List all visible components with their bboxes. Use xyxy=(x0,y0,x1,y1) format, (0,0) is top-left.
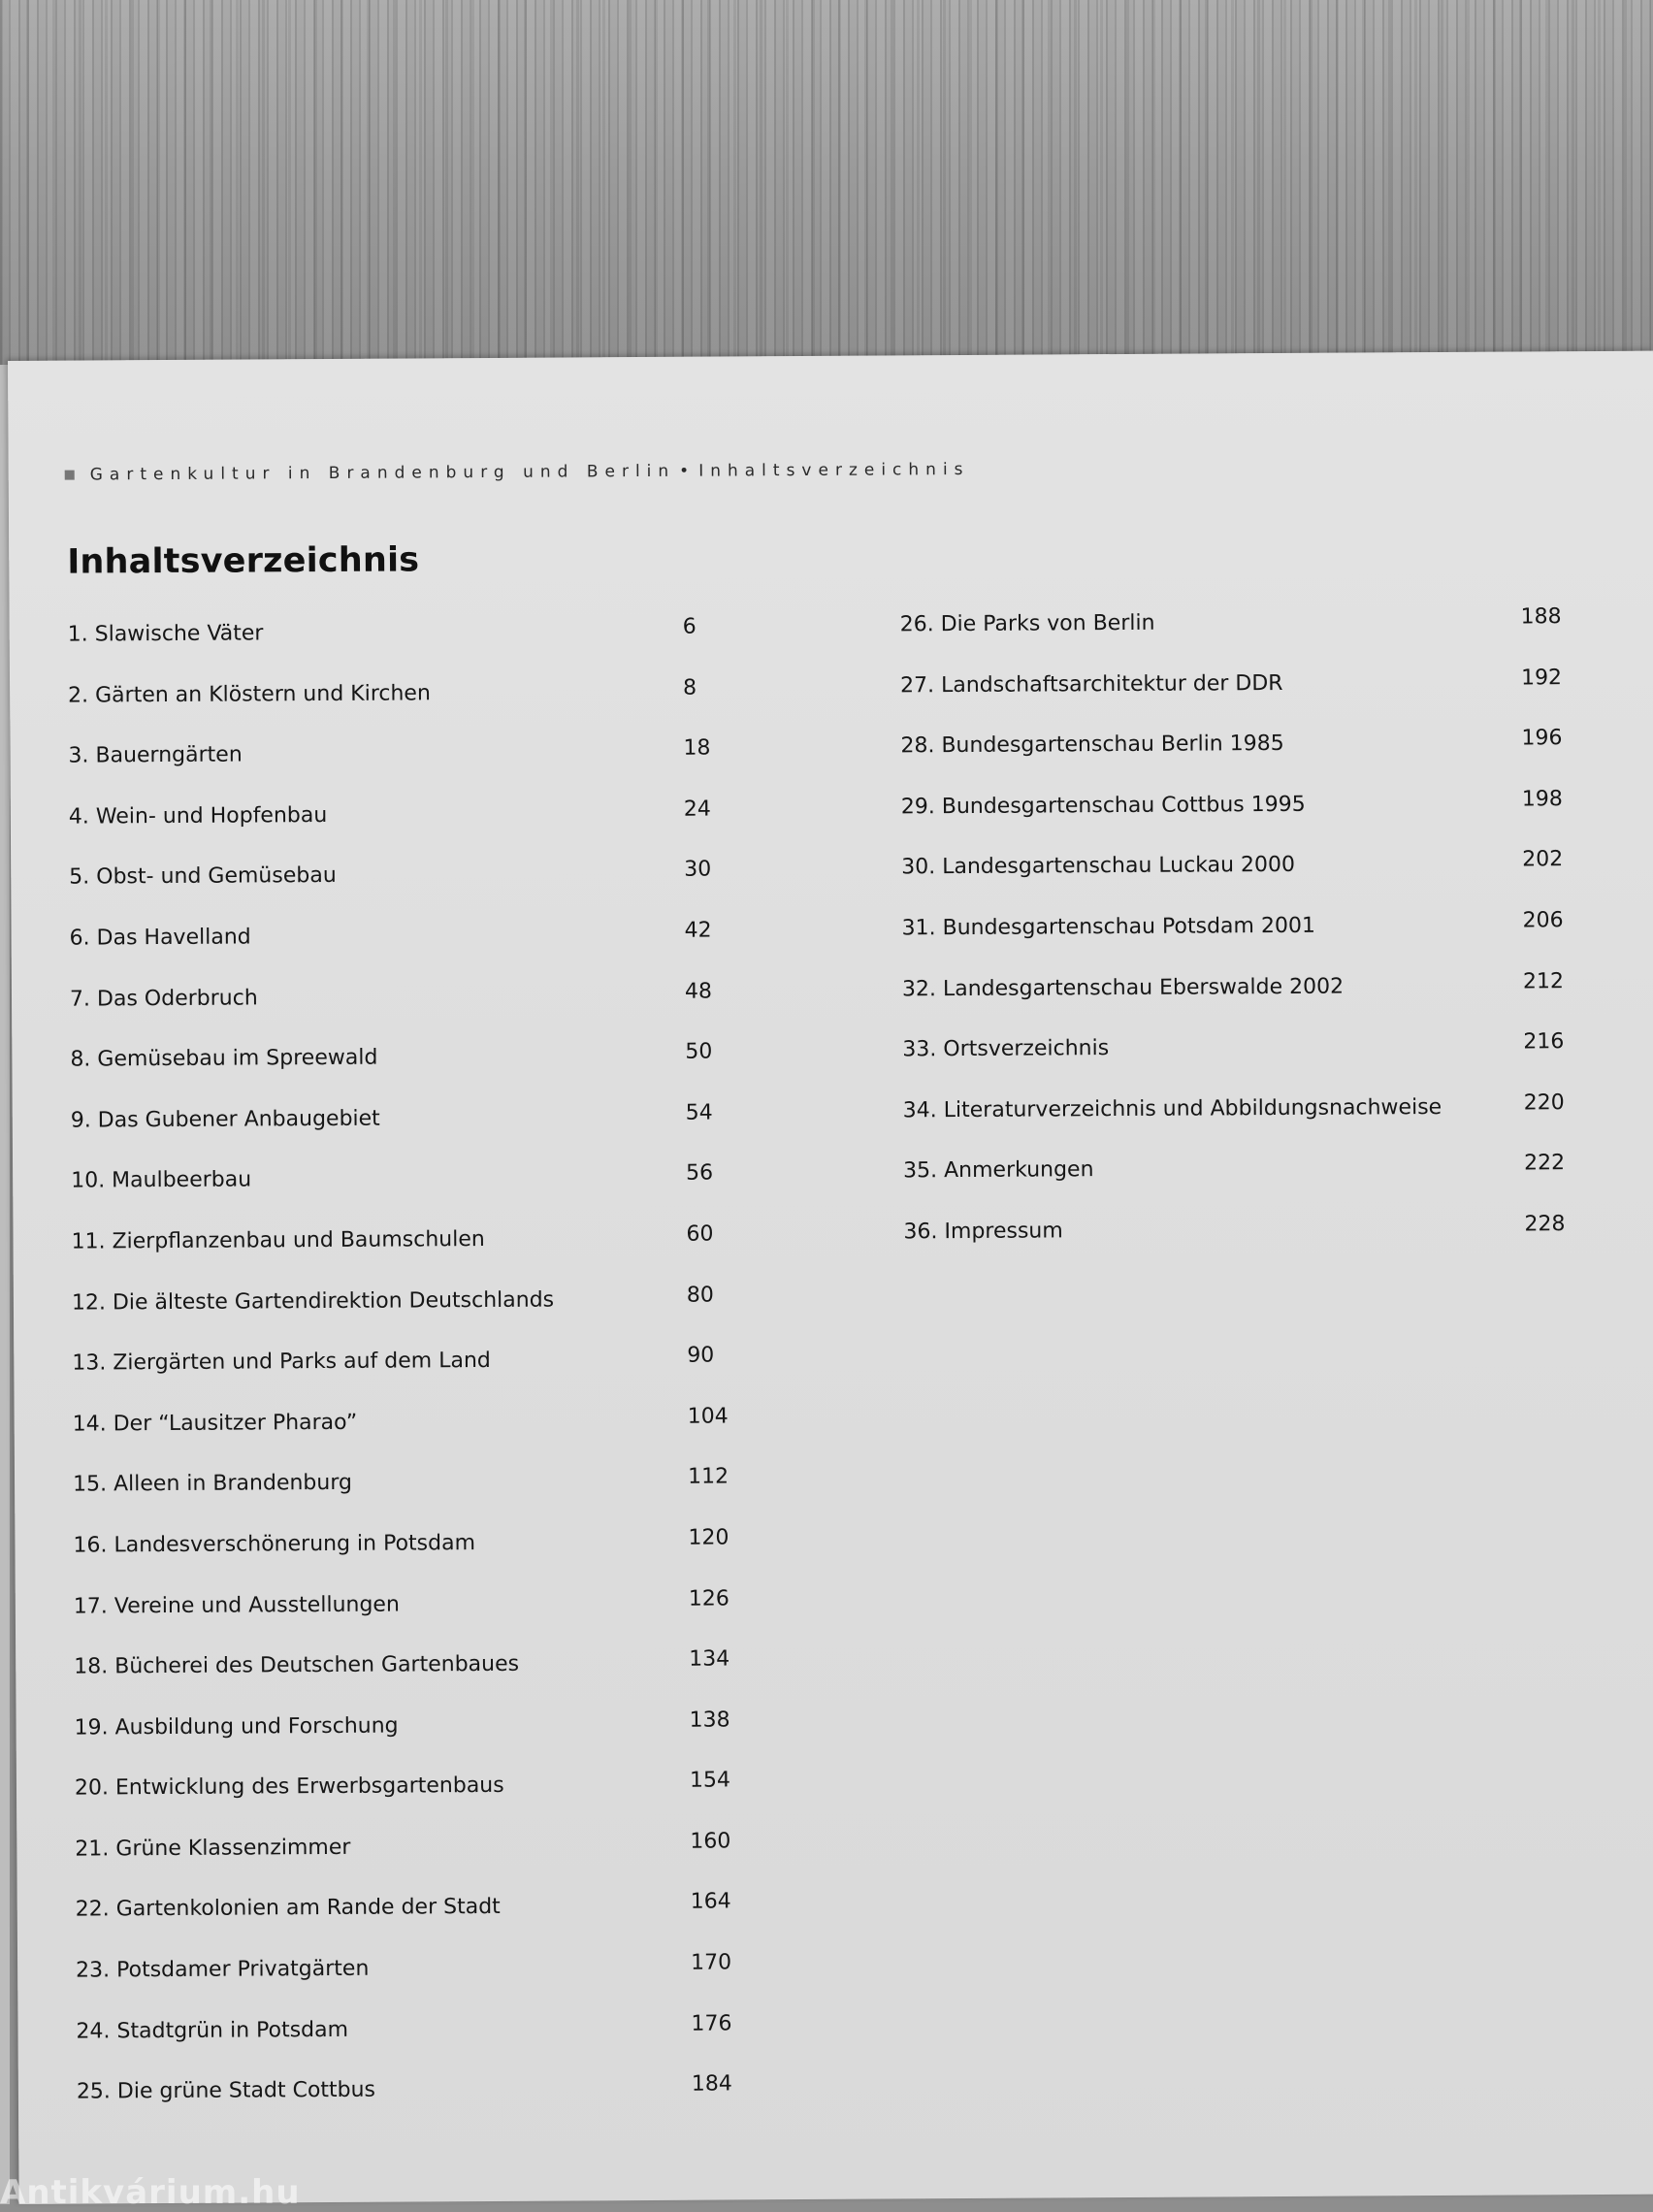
toc-entry-title: 32. Landesgartenschau Eberswalde 2002 xyxy=(901,974,1345,1001)
toc-entry-page-number: 154 xyxy=(689,1768,731,1794)
toc-entry-title: 9. Das Gubener Anbaugebiet xyxy=(70,1106,380,1133)
toc-entry-title: 17. Vereine und Ausstellungen xyxy=(73,1592,400,1619)
toc-entry xyxy=(76,2071,746,2141)
toc-entry-page-number: 120 xyxy=(688,1525,729,1550)
toc-entry xyxy=(73,1585,743,1655)
toc-entry-title: 26. Die Parks von Berlin xyxy=(899,610,1155,637)
toc-entry xyxy=(75,1829,744,1898)
toc-entry xyxy=(74,1708,744,1776)
toc-entry xyxy=(74,1646,743,1715)
toc-entry xyxy=(68,735,737,805)
toc-entry-page-number: 42 xyxy=(684,918,712,943)
toc-entry xyxy=(902,1029,1572,1098)
toc-entry-page-number: 176 xyxy=(691,2011,732,2036)
toc-entry-page-number: 18 xyxy=(683,735,711,761)
toc-entry-page-number: 206 xyxy=(1522,908,1564,933)
toc-entry xyxy=(901,908,1572,977)
toc-entry-title: 22. Gartenkolonien am Rande der Stadt xyxy=(75,1895,501,1923)
toc-entry xyxy=(899,665,1570,734)
toc-entry-page-number: 80 xyxy=(686,1283,714,1308)
toc-entry-title: 7. Das Oderbruch xyxy=(69,986,258,1012)
toc-entry xyxy=(70,1100,740,1169)
toc-entry-page-number: 126 xyxy=(688,1585,729,1611)
toc-entry-page-number: 228 xyxy=(1524,1212,1566,1237)
toc-entry-title: 25. Die grüne Stadt Cottbus xyxy=(76,2077,376,2104)
toc-entry xyxy=(75,1889,745,1959)
toc-entry-page-number: 50 xyxy=(685,1039,713,1064)
toc-entry xyxy=(71,1221,740,1290)
toc-entry xyxy=(903,1151,1572,1220)
running-header-book-title: Gartenkultur in Brandenburg und Berlin xyxy=(89,461,676,485)
book-page xyxy=(8,351,1653,2204)
toc-entry-title: 18. Bücherei des Deutschen Gartenbaues xyxy=(74,1651,520,1679)
toc-entry-title: 29. Bundesgartenschau Cottbus 1995 xyxy=(900,792,1306,820)
toc-entry-title: 34. Literaturverzeichnis und Abbildungsnachweise xyxy=(902,1094,1442,1123)
toc-entry xyxy=(73,1525,742,1594)
toc-entry-page-number: 220 xyxy=(1523,1090,1565,1116)
toc-entry-page-number: 170 xyxy=(691,1950,732,1975)
toc-entry xyxy=(73,1464,742,1534)
toc-entry xyxy=(68,797,738,865)
toc-entry-page-number: 56 xyxy=(686,1160,714,1187)
toc-entry-title: 6. Das Havelland xyxy=(69,925,251,951)
wood-background xyxy=(0,0,1653,388)
toc-entry-page-number: 134 xyxy=(689,1646,730,1672)
toc-entry-title: 21. Grüne Klassenzimmer xyxy=(75,1835,351,1862)
toc-entry xyxy=(71,1160,740,1230)
toc-entry xyxy=(76,2011,745,2080)
toc-entry-page-number: 6 xyxy=(682,614,697,639)
toc-entry-page-number: 60 xyxy=(686,1221,714,1247)
toc-entry-title: 13. Ziergärten und Parks auf dem Land xyxy=(72,1349,491,1376)
toc-entry-title: 27. Landschaftsarchitektur der DDR xyxy=(899,670,1283,698)
toc-entry xyxy=(67,614,737,683)
toc-entry-page-number: 54 xyxy=(685,1100,713,1125)
toc-entry xyxy=(71,1283,741,1351)
toc-entry xyxy=(900,786,1571,856)
toc-entry xyxy=(76,1950,745,2019)
toc-entry-page-number: 8 xyxy=(682,675,697,700)
toc-entry xyxy=(901,847,1571,917)
toc-entry-page-number: 202 xyxy=(1522,847,1564,872)
toc-entry-page-number: 90 xyxy=(687,1343,715,1368)
toc-entry-page-number: 48 xyxy=(684,979,713,1004)
toc-entry xyxy=(69,979,739,1048)
toc-entry-title: 16. Landesverschönerung in Potsdam xyxy=(73,1530,476,1558)
toc-entry-title: 5. Obst- und Gemüsebau xyxy=(69,863,337,890)
toc-entry-page-number: 112 xyxy=(687,1464,729,1490)
toc-entry xyxy=(900,726,1570,795)
toc-entry-title: 15. Alleen in Brandenburg xyxy=(73,1471,353,1497)
toc-entry-page-number: 192 xyxy=(1520,665,1563,691)
toc-entry-page-number: 216 xyxy=(1523,1029,1565,1055)
running-header-section: Inhaltsverzeichnis xyxy=(698,459,970,481)
toc-entry-page-number: 24 xyxy=(683,797,711,822)
toc-entry-title: 24. Stadtgrün in Potsdam xyxy=(76,2017,349,2044)
toc-entry-title: 14. Der “Lausitzer Pharao” xyxy=(72,1410,358,1437)
toc-entry-title: 3. Bauerngärten xyxy=(68,742,243,768)
toc-entry-title: 10. Maulbeerbau xyxy=(71,1167,252,1193)
toc-entry-page-number: 138 xyxy=(689,1708,730,1733)
toc-entry-page-number: 196 xyxy=(1521,726,1563,751)
toc-entry-title: 28. Bundesgartenschau Berlin 1985 xyxy=(900,732,1284,759)
toc-right-column xyxy=(899,604,1573,1281)
watermark: Antikvárium.hu xyxy=(0,2173,301,2212)
toc-entry xyxy=(72,1404,742,1473)
toc-entry-title: 23. Potsdamer Privatgärten xyxy=(76,1956,370,1983)
page-edge xyxy=(0,365,10,2204)
toc-entry xyxy=(902,1090,1572,1159)
toc-entry-page-number: 222 xyxy=(1524,1151,1566,1176)
toc-entry xyxy=(69,918,739,987)
toc-entry-title: 31. Bundesgartenschau Potsdam 2001 xyxy=(901,913,1315,941)
square-bullet-icon xyxy=(65,471,75,480)
toc-entry-title: 19. Ausbildung und Forschung xyxy=(74,1713,399,1740)
toc-entry xyxy=(901,968,1572,1038)
toc-entry xyxy=(903,1212,1572,1281)
toc-entry-page-number: 30 xyxy=(684,857,712,883)
toc-entry-title: 36. Impressum xyxy=(903,1219,1063,1245)
toc-entry-page-number: 188 xyxy=(1520,604,1562,630)
toc-entry-title: 35. Anmerkungen xyxy=(903,1157,1094,1184)
toc-entry-title: 8. Gemüsebau im Spreewald xyxy=(70,1045,378,1072)
toc-entry-page-number: 160 xyxy=(690,1829,731,1854)
page-title: Inhaltsverzeichnis xyxy=(67,540,420,582)
toc-entry xyxy=(74,1768,744,1838)
toc-entry-title: 4. Wein- und Hopfenbau xyxy=(68,802,328,830)
toc-entry xyxy=(899,604,1570,673)
toc-entry-page-number: 198 xyxy=(1521,786,1563,812)
toc-entry-title: 1. Slawische Väter xyxy=(67,621,264,647)
toc-entry-title: 12. Die älteste Gartendirektion Deutschlands xyxy=(71,1287,555,1316)
running-header-separator: • xyxy=(679,461,690,481)
toc-entry xyxy=(70,1039,739,1109)
toc-entry xyxy=(68,675,737,744)
toc-left-column xyxy=(67,614,747,2140)
toc-entry-page-number: 212 xyxy=(1522,968,1565,994)
toc-entry xyxy=(69,857,738,927)
toc-entry xyxy=(72,1343,741,1413)
toc-entry-page-number: 184 xyxy=(691,2071,732,2097)
toc-entry-title: 2. Gärten an Klöstern und Kirchen xyxy=(68,680,431,708)
toc-entry-title: 30. Landesgartenschau Luckau 2000 xyxy=(901,853,1296,880)
toc-entry-title: 33. Ortsverzeichnis xyxy=(902,1036,1110,1062)
toc-entry-page-number: 164 xyxy=(690,1889,731,1915)
toc-entry-page-number: 104 xyxy=(687,1404,729,1429)
running-header xyxy=(65,460,970,485)
toc-entry-title: 20. Entwicklung des Erwerbsgartenbaus xyxy=(74,1773,504,1801)
toc-entry-title: 11. Zierpflanzenbau und Baumschulen xyxy=(71,1226,485,1254)
